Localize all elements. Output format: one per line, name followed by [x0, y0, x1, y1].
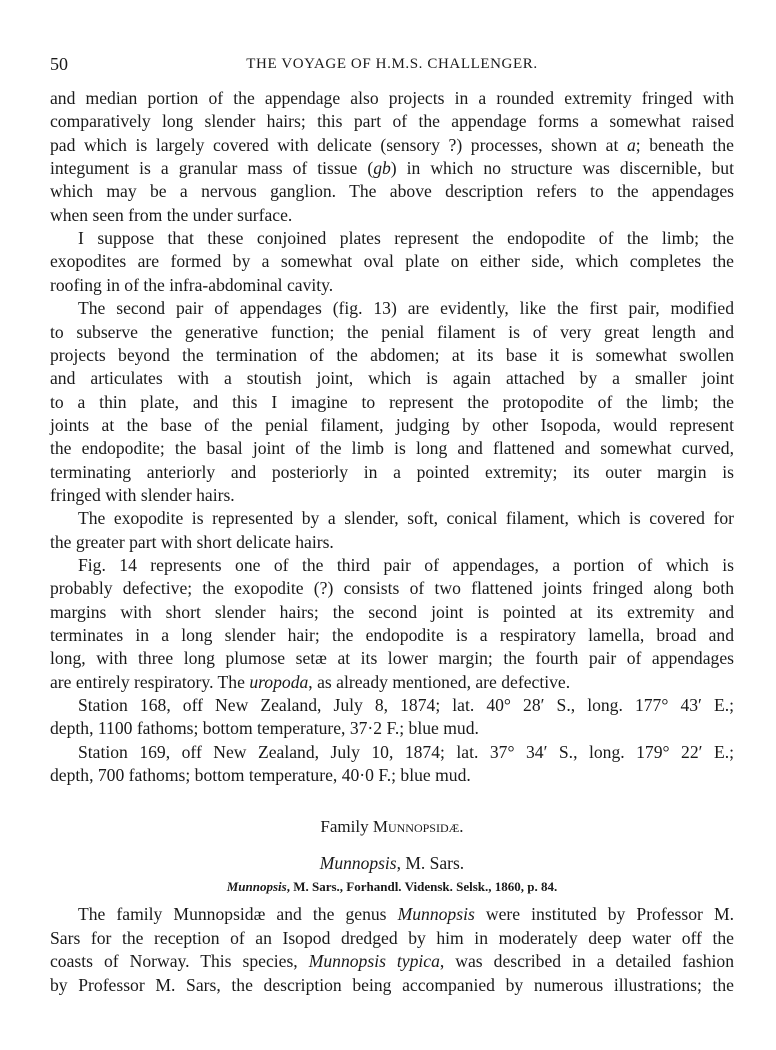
text-line: probably defective; the exopodite (?) consists of two flattened joints fringed along both [50, 578, 734, 599]
italic-term: a [626, 134, 636, 155]
italic-term: Munnopsis typica [308, 951, 440, 971]
text-line: Station 168, off New Zealand, July 8, 1874; lat. 40° 28′ S., long. 177° 43′ E.; [78, 695, 734, 716]
italic-term: Munnopsis [397, 904, 475, 924]
text-line: The exopodite is represented by a slender, soft, conical filament, which is covered for [78, 508, 734, 529]
genus-reference [50, 879, 734, 895]
text-line: when seen from the under surface. [50, 204, 293, 225]
text-line: to a thin plate, and this I imagine to represent the protopodite of the limb; the [50, 391, 734, 412]
text-line: Fig. 14 represents one of the third pair of appendages, a portion of which is [78, 555, 734, 575]
genus-heading [50, 853, 734, 874]
text-line: terminates in a long slender hair; the endopodite is a respiratory lamella, broad and [50, 625, 734, 646]
text-line: margins with short slender hairs; the second joint is pointed at its extremity and [50, 601, 734, 622]
text-line: pad which is largely covered with delicate (sensory ?) processes, shown at a; beneath the [50, 134, 734, 155]
text-line: and median portion of the appendage also projects in a rounded extremity fringed with [50, 88, 734, 108]
text-line: comparatively long slender hairs; this part of the appendage forms a somewhat raised [50, 111, 734, 132]
text-line: the greater part with short delicate hairs. [50, 531, 334, 552]
text-line: which may be a nervous ganglion. The above description refers to the appendages [50, 181, 734, 202]
reference-genus: Munnopsis [226, 879, 287, 894]
text-line: projects beyond the termination of the abdomen; at its base it is somewhat swollen [50, 344, 734, 365]
page-number: 50 [50, 54, 68, 74]
reference-citation: , M. Sars., Forhandl. Vidensk. Selsk., 1860, p. 84. [286, 879, 558, 894]
text-line: coasts of Norway. This species, Munnopsis typica, was described in a detailed fashion [50, 951, 734, 971]
running-title: THE VOYAGE OF H.M.S. CHALLENGER. [246, 56, 538, 72]
italic-term: uropoda [249, 671, 309, 692]
text-line: integument is a granular mass of tissue (gb) in which no structure was discernible, but [50, 158, 734, 179]
text-line: I suppose that these conjoined plates represent the endopodite of the limb; the [78, 228, 734, 249]
text-line: fringed with slender hairs. [50, 484, 235, 505]
text-line: the endopodite; the basal joint of the limb is long and flattened and somewhat curved, [50, 438, 734, 459]
running-head [50, 54, 734, 76]
text-line: to subserve the generative function; the penial filament is of very great length and [50, 321, 734, 342]
text-line: long, with three long plumose setæ at its lower margin; the fourth pair of appendages [50, 648, 734, 669]
text-line: roofing in of the infra-abdominal cavity. [50, 274, 334, 295]
italic-term: gb [373, 158, 391, 179]
text-line: joints at the base of the penial filament, judging by other Isopoda, would represent [50, 414, 734, 435]
text-line: and articulates with a stoutish joint, which is again attached by a smaller joint [50, 368, 734, 389]
text-line: The family Munnopsidæ and the genus Munnopsis were instituted by Professor M. [78, 904, 734, 924]
text-line: exopodites are formed by a somewhat oval plate on either side, which completes the [50, 251, 734, 272]
text-line: depth, 1100 fathoms; bottom temperature, 37·2 F.; blue mud. [50, 718, 479, 739]
genus-author: , M. Sars. [396, 853, 465, 873]
text-line: by Professor M. Sars, the description being accompanied by numerous illustrations; the [50, 974, 734, 995]
text-line: terminating anteriorly and posteriorly in a pointed extremity; its outer margin is [50, 461, 734, 482]
family-heading [50, 817, 734, 837]
text-line: Sars for the reception of an Isopod dredged by him in moderately deep water off the [50, 927, 734, 948]
genus-name: Munnopsis [319, 853, 397, 873]
family-name: Munnopsidæ. [372, 817, 464, 836]
family-prefix: Family [320, 817, 373, 836]
text-line: are entirely respiratory. The uropoda, as already mentioned, are defective. [50, 671, 571, 692]
text-line: depth, 700 fathoms; bottom temperature, 40·0 F.; blue mud. [50, 765, 471, 786]
text-line: Station 169, off New Zealand, July 10, 1874; lat. 37° 34′ S., long. 179° 22′ E.; [78, 741, 734, 762]
text-line: The second pair of appendages (fig. 13) are evidently, like the first pair, modified [78, 298, 734, 319]
